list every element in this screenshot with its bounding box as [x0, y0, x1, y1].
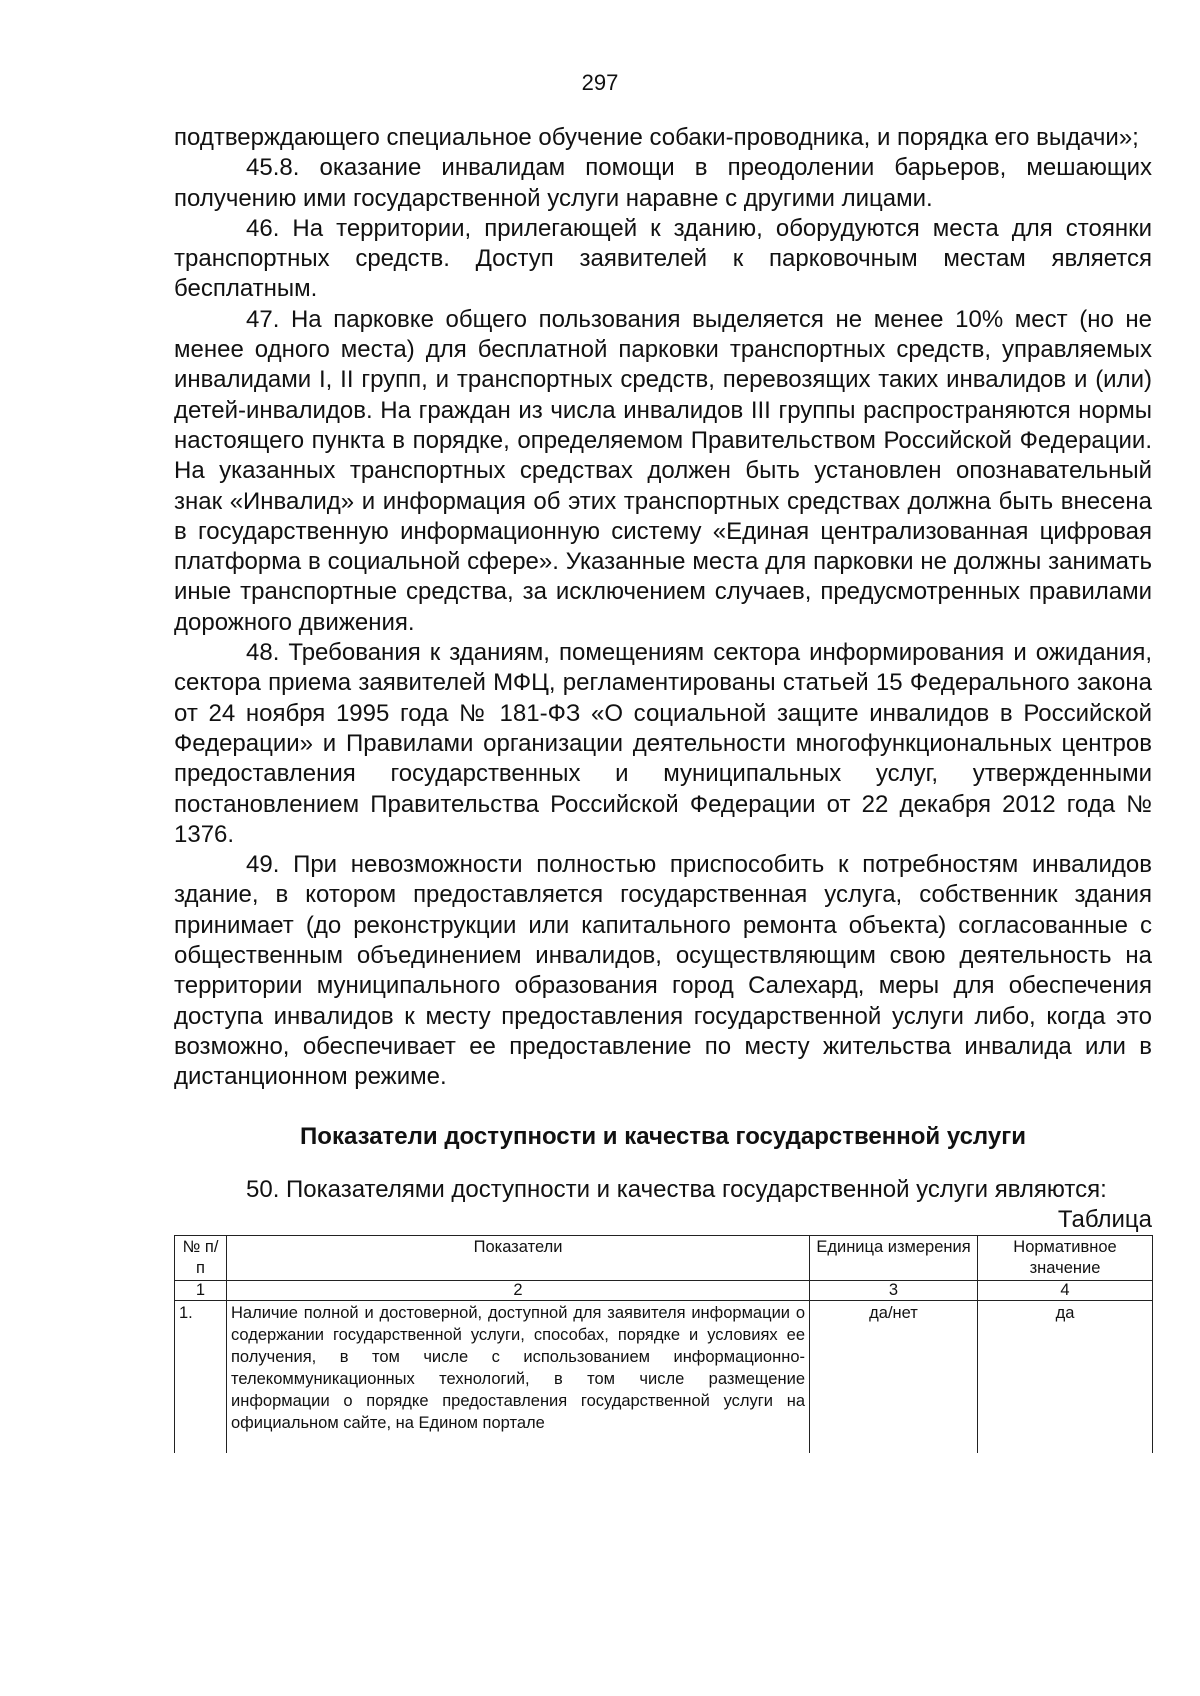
row-number: 1.: [175, 1300, 227, 1453]
header-number: № п/п: [175, 1235, 227, 1280]
paragraph-47: 47. На парковке общего пользования выделяется не менее 10% мест (но не менее одного места) для бесплатной парковки транспортных средств, управляемых инвалидами I, II групп, и транспортных средств, перевозящих таких инвалидов и (или) детей-инвалидов. На граждан из числа инвалидов III группы распространяются нормы настоящего пункта в порядке, определяемом Правительством Российской Федерации. На указанных транспортных средствах должен быть установлен опознавательный знак «Инвалид» и информация об этих транспортных средствах должна быть внесена в государственную информационную систему «Единая централизованная цифровая платформа в социальной сфере». Указанные места для парковки не должны занимать иные транспортные средства, за исключением случаев, предусмотренных правилами дорожного движения.: [174, 305, 1152, 636]
header-unit: Единица измерения: [810, 1235, 978, 1280]
paragraph-45-8: 45.8. оказание инвалидам помощи в преодолении барьеров, мешающих получению ими государственной услуги наравне с другими лицами.: [174, 154, 1152, 212]
document-body: [174, 123, 1152, 1453]
table-caption: Таблица: [1057, 1205, 1152, 1233]
paragraph-46: 46. На территории, прилегающей к зданию, оборудуются места для стоянки транспортных средств. Доступ заявителей к парковочным местам является бесплатным.: [174, 214, 1152, 303]
paragraph-50: 50. Показателями доступности и качества государственной услуги являются:: [246, 1175, 1107, 1203]
column-number: 1: [175, 1280, 227, 1300]
header-normative-value: Нормативное значение: [978, 1235, 1153, 1280]
row-indicator: Наличие полной и достоверной, доступной для заявителя информации о содержании государственной услуги, способах, порядке и условиях ее получения, в том числе с использованием информационно-телекоммуникационных технологий, в том числе размещение информации о порядке предоставления государственной услуги на официальном сайте, на Едином портале: [227, 1300, 810, 1453]
section-heading: Показатели доступности и качества государственной услуги: [300, 1122, 1026, 1150]
indicators-table: [174, 1235, 1153, 1453]
table-header-row: [175, 1235, 1153, 1280]
column-number: 2: [227, 1280, 810, 1300]
paragraph-48: 48. Требования к зданиям, помещениям сектора информирования и ожидания, сектора приема заявителей МФЦ, регламентированы статьей 15 Федерального закона от 24 ноября 1995 года № 181-ФЗ «О социальной защите инвалидов в Российской Федерации» и Правилами организации деятельности многофункциональных центров предоставления государственных и муниципальных услуг, утвержденными постановлением Правительства Российской Федерации от 22 декабря 2012 года № 1376.: [174, 639, 1152, 848]
table-row: [175, 1300, 1153, 1453]
paragraph-continuation: подтверждающего специальное обучение собаки-проводника, и порядка его выдачи»;: [174, 124, 1139, 151]
row-value: да: [978, 1300, 1153, 1453]
paragraph-49: 49. При невозможности полностью приспособить к потребностям инвалидов здание, в котором предоставляется государственная услуга, собственник здания принимает (до реконструкции или капитального ремонта объекта) согласованные с общественным объединением инвалидов, осуществляющим свою деятельность на территории муниципального образования город Салехард, меры для обеспечения доступа инвалидов к месту предоставления государственной услуги либо, когда это возможно, обеспечивает ее предоставление по месту жительства инвалида или в дистанционном режиме.: [174, 851, 1152, 1091]
column-number: 3: [810, 1280, 978, 1300]
column-number: 4: [978, 1280, 1153, 1300]
page-number: 297: [581, 70, 619, 95]
header-indicators: Показатели: [227, 1235, 810, 1280]
column-number-row: [175, 1280, 1153, 1300]
row-unit: да/нет: [810, 1300, 978, 1453]
